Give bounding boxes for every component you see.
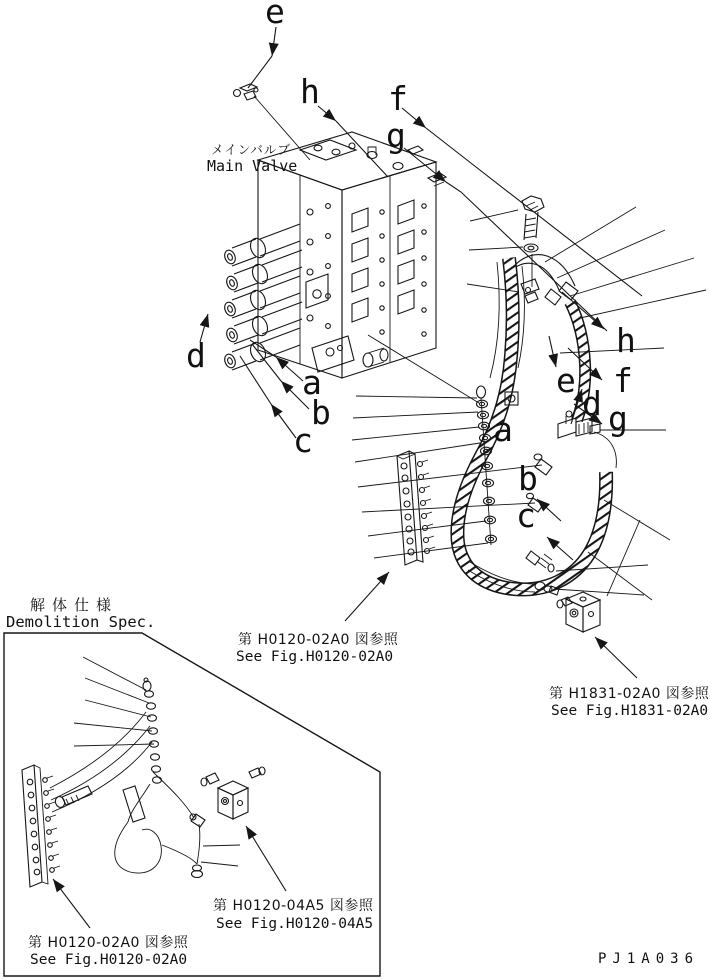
callout-f-valve: f [388, 79, 408, 118]
callout-e-hose: e [556, 361, 576, 400]
reference-solenoid-en: See Fig.H1831-02A0 [551, 703, 709, 719]
callout-h-hose: h [616, 321, 636, 360]
reference-piping-en: See Fig.H0120-02A0 [236, 649, 394, 665]
demo-manifold-strip [22, 765, 60, 887]
callout-g-hose: g [608, 399, 628, 438]
leader-lines [352, 207, 706, 600]
main-valve-assembly [223, 84, 446, 378]
callout-f-hose: f [613, 361, 633, 400]
demolition-title-jp: 解体仕様 [30, 596, 119, 614]
solenoid-valve-block [549, 592, 710, 719]
reference-demo-block-en: See Fig.H0120-04A5 [216, 916, 374, 932]
washer [524, 244, 538, 252]
callout-a-valve: a [302, 363, 322, 402]
mounting-bolt [522, 196, 544, 240]
reference-piping [236, 572, 399, 665]
callout-g-valve: g [386, 116, 406, 155]
callout-h-valve: h [300, 72, 320, 111]
callout-c-valve: c [293, 421, 313, 460]
reference-demo-block-jp: 第 H0120-04A5 図参照 [213, 898, 374, 914]
callout-b-valve: b [311, 393, 331, 432]
main-valve-label-en: Main Valve [207, 157, 298, 175]
callout-e-valve: e [265, 0, 285, 31]
reference-piping-jp: 第 H0120-02A0 図参照 [238, 632, 399, 648]
reference-demo-manifold-en: See Fig.H0120-02A0 [30, 952, 188, 968]
callout-d-valve: d [186, 336, 206, 375]
callout-d-hose: d [582, 384, 602, 423]
demo-block [201, 767, 265, 819]
callout-a-hose: a [493, 410, 513, 449]
demolition-title-en: Demolition Spec. [6, 613, 156, 631]
reference-solenoid-jp: 第 H1831-02A0 図参照 [549, 686, 710, 702]
drawing-number: PJ1A036 [598, 951, 700, 967]
callout-c-hose: c [516, 496, 536, 535]
main-valve-label-jp: メインバルブ [211, 142, 291, 157]
reference-demo-manifold-jp: 第 H0120-02A0 図参照 [28, 935, 189, 951]
callout-b-hose: b [518, 459, 538, 498]
manifold-strip [397, 451, 435, 565]
